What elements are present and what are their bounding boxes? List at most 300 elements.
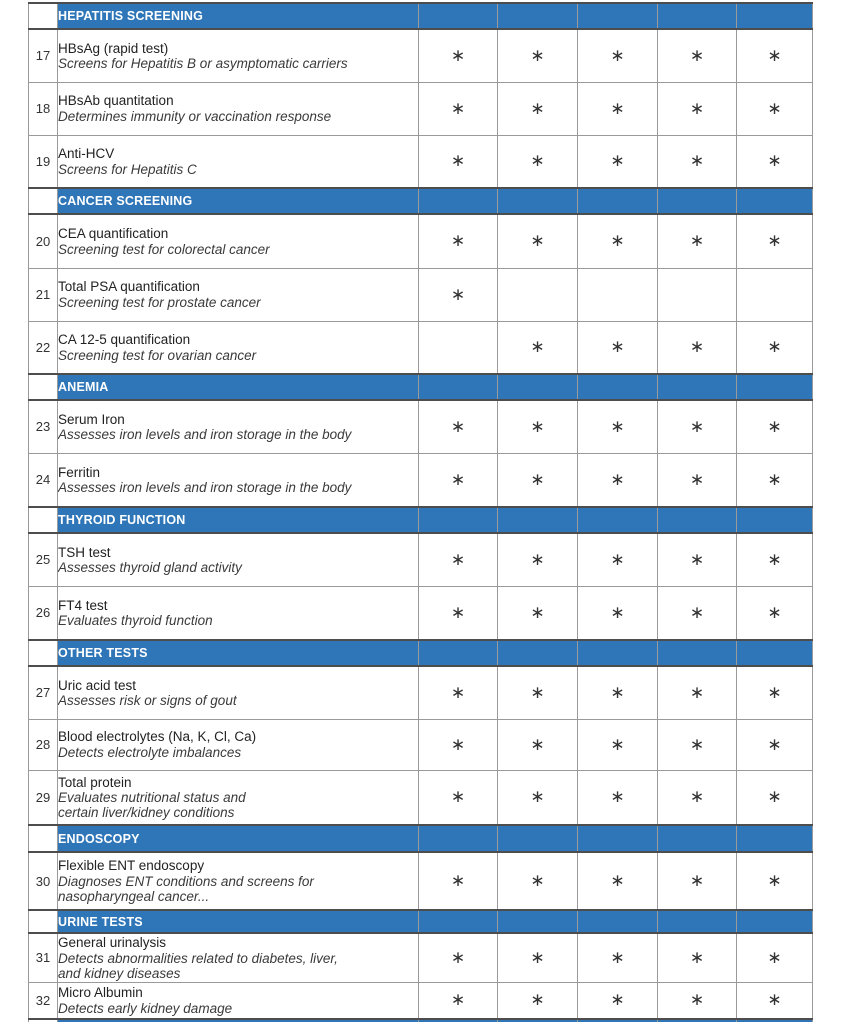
asterisk-icon: ∗	[530, 947, 545, 968]
section-mark-cell	[419, 825, 498, 852]
asterisk-icon: ∗	[767, 787, 782, 808]
section-mark-cell	[419, 1019, 498, 1022]
asterisk-icon: ∗	[530, 734, 545, 755]
section-header-label: ENDOSCOPY	[58, 825, 419, 852]
included-mark-cell	[419, 268, 498, 321]
included-mark-cell	[498, 982, 578, 1019]
test-name: Blood electrolytes (Na, K, Cl, Ca)	[58, 729, 257, 745]
included-mark-cell	[498, 29, 578, 82]
empty-mark-cell	[578, 268, 658, 321]
row-number: 26	[29, 586, 58, 640]
section-row-urine-tests	[29, 910, 813, 933]
section-mark-cell	[419, 910, 498, 933]
included-mark-cell	[578, 586, 658, 640]
included-mark-cell	[658, 719, 737, 770]
row-number: 17	[29, 29, 58, 82]
section-header-label: ANEMIA	[58, 374, 419, 400]
included-mark-cell	[737, 770, 813, 825]
asterisk-icon: ∗	[610, 231, 625, 252]
asterisk-icon: ∗	[610, 549, 625, 570]
asterisk-icon: ∗	[530, 151, 545, 172]
test-info-cell	[58, 666, 419, 719]
included-mark-cell	[578, 214, 658, 268]
empty-mark-cell	[737, 268, 813, 321]
test-info-cell	[58, 982, 419, 1019]
asterisk-icon: ∗	[610, 416, 625, 437]
asterisk-icon: ∗	[689, 337, 705, 358]
test-info-cell	[58, 82, 419, 135]
asterisk-icon: ∗	[689, 98, 705, 119]
section-mark-cell	[658, 507, 737, 533]
test-row-25	[29, 533, 813, 586]
asterisk-icon: ∗	[530, 231, 545, 252]
test-row-27	[29, 666, 813, 719]
asterisk-icon: ∗	[450, 602, 466, 623]
included-mark-cell	[498, 214, 578, 268]
test-info-cell	[58, 770, 419, 825]
asterisk-icon: ∗	[610, 469, 625, 490]
included-mark-cell	[658, 933, 737, 982]
included-mark-cell	[498, 933, 578, 982]
included-mark-cell	[419, 852, 498, 910]
asterisk-icon: ∗	[450, 734, 466, 755]
asterisk-icon: ∗	[450, 469, 466, 490]
empty-mark-cell	[658, 268, 737, 321]
section-mark-cell	[498, 188, 578, 214]
asterisk-icon: ∗	[767, 602, 782, 623]
section-mark-cell	[578, 825, 658, 852]
section-row-cancer-screening	[29, 188, 813, 214]
asterisk-icon: ∗	[530, 45, 545, 66]
included-mark-cell	[419, 214, 498, 268]
included-mark-cell	[578, 719, 658, 770]
test-info-cell	[58, 321, 419, 374]
asterisk-icon: ∗	[530, 469, 545, 490]
asterisk-icon: ∗	[689, 151, 705, 172]
included-mark-cell	[658, 852, 737, 910]
section-number-cell	[29, 640, 58, 666]
included-mark-cell	[658, 982, 737, 1019]
included-mark-cell	[578, 770, 658, 825]
empty-mark-cell	[498, 268, 578, 321]
asterisk-icon: ∗	[450, 45, 466, 66]
test-row-28	[29, 719, 813, 770]
test-description-line: certain liver/kidney conditions	[58, 805, 235, 820]
section-mark-cell	[578, 1019, 658, 1022]
asterisk-icon: ∗	[610, 602, 625, 623]
test-description-line: Screens for Hepatitis B or asymptomatic carriers	[58, 56, 348, 71]
included-mark-cell	[498, 82, 578, 135]
included-mark-cell	[498, 135, 578, 188]
included-mark-cell	[658, 770, 737, 825]
included-mark-cell	[578, 933, 658, 982]
included-mark-cell	[737, 586, 813, 640]
test-name: Total protein	[58, 774, 132, 790]
asterisk-icon: ∗	[530, 549, 545, 570]
section-mark-cell	[658, 1019, 737, 1022]
test-name: Ferritin	[58, 464, 101, 480]
included-mark-cell	[419, 933, 498, 982]
asterisk-icon: ∗	[767, 231, 782, 252]
section-mark-cell	[498, 825, 578, 852]
test-info-cell	[58, 453, 419, 507]
test-info-cell	[58, 586, 419, 640]
test-description-line: Screening test for ovarian cancer	[58, 347, 257, 363]
asterisk-icon: ∗	[610, 787, 625, 808]
section-number-cell	[29, 825, 58, 852]
asterisk-icon: ∗	[689, 871, 705, 891]
row-number: 24	[29, 453, 58, 507]
test-info-cell	[58, 135, 419, 188]
table-body	[29, 3, 813, 1022]
test-description-line: Assesses iron levels and iron storage in the body	[58, 480, 352, 495]
section-mark-cell	[658, 910, 737, 933]
section-mark-cell	[737, 910, 813, 933]
test-info-cell	[58, 400, 419, 453]
included-mark-cell	[498, 852, 578, 910]
included-mark-cell	[419, 770, 498, 825]
row-number: 20	[29, 214, 58, 268]
section-row-endoscopy	[29, 825, 813, 852]
test-row-24	[29, 453, 813, 507]
section-header-label: CANCER SCREENING	[58, 188, 419, 214]
asterisk-icon: ∗	[530, 337, 545, 358]
included-mark-cell	[737, 982, 813, 1019]
section-number-cell	[29, 910, 58, 933]
asterisk-icon: ∗	[450, 231, 466, 252]
included-mark-cell	[498, 666, 578, 719]
included-mark-cell	[658, 29, 737, 82]
asterisk-icon: ∗	[767, 337, 782, 358]
included-mark-cell	[737, 852, 813, 910]
test-description-line: Assesses risk or signs of gout	[58, 693, 237, 708]
section-header-label: OTHER TESTS	[58, 640, 419, 666]
asterisk-icon: ∗	[767, 947, 782, 968]
included-mark-cell	[578, 666, 658, 719]
asterisk-icon: ∗	[450, 682, 466, 703]
test-row-18	[29, 82, 813, 135]
asterisk-icon: ∗	[689, 231, 705, 252]
test-info-cell	[58, 933, 419, 982]
section-number-cell	[29, 3, 58, 29]
section-mark-cell	[658, 188, 737, 214]
asterisk-icon: ∗	[450, 549, 466, 570]
included-mark-cell	[498, 321, 578, 374]
included-mark-cell	[658, 135, 737, 188]
section-mark-cell	[419, 3, 498, 29]
included-mark-cell	[578, 400, 658, 453]
row-number: 25	[29, 533, 58, 586]
included-mark-cell	[578, 29, 658, 82]
test-description-line: Screening test for colorectal cancer	[58, 241, 270, 257]
asterisk-icon: ∗	[610, 151, 625, 172]
asterisk-icon: ∗	[530, 871, 545, 891]
test-row-30	[29, 852, 813, 910]
test-name: FT4 test	[58, 597, 108, 613]
test-name: CA 12-5 quantification	[58, 332, 191, 347]
asterisk-icon: ∗	[450, 151, 466, 172]
included-mark-cell	[737, 135, 813, 188]
test-row-22	[29, 321, 813, 374]
test-info-cell	[58, 533, 419, 586]
section-mark-cell	[498, 374, 578, 400]
asterisk-icon: ∗	[450, 947, 466, 968]
test-description-line: Assesses thyroid gland activity	[58, 560, 242, 575]
included-mark-cell	[658, 586, 737, 640]
test-row-23	[29, 400, 813, 453]
included-mark-cell	[419, 586, 498, 640]
section-mark-cell	[578, 3, 658, 29]
asterisk-icon: ∗	[767, 469, 782, 490]
section-row-hepatitis-screening	[29, 3, 813, 29]
test-description-line: Screening test for prostate cancer	[58, 294, 261, 310]
empty-mark-cell	[419, 321, 498, 374]
row-number: 21	[29, 268, 58, 321]
section-row-anemia	[29, 374, 813, 400]
included-mark-cell	[737, 82, 813, 135]
section-mark-cell	[419, 188, 498, 214]
included-mark-cell	[498, 586, 578, 640]
section-number-cell	[29, 507, 58, 533]
asterisk-icon: ∗	[530, 602, 545, 623]
test-description-line: Screens for Hepatitis C	[58, 161, 197, 177]
included-mark-cell	[737, 933, 813, 982]
included-mark-cell	[498, 453, 578, 507]
test-name: Serum Iron	[58, 411, 125, 427]
section-mark-cell	[498, 910, 578, 933]
asterisk-icon: ∗	[689, 416, 705, 437]
section-mark-cell	[578, 188, 658, 214]
test-row-32	[29, 982, 813, 1019]
section-mark-cell	[578, 640, 658, 666]
test-description-line: nasopharyngeal cancer...	[58, 888, 210, 904]
included-mark-cell	[419, 719, 498, 770]
section-mark-cell	[737, 374, 813, 400]
included-mark-cell	[737, 666, 813, 719]
asterisk-icon: ∗	[610, 990, 625, 1011]
included-mark-cell	[658, 214, 737, 268]
test-row-17	[29, 29, 813, 82]
test-name: Total PSA quantification	[58, 279, 200, 295]
included-mark-cell	[498, 400, 578, 453]
screening-table	[28, 2, 813, 1022]
section-mark-cell	[498, 3, 578, 29]
included-mark-cell	[737, 321, 813, 374]
asterisk-icon: ∗	[767, 98, 782, 119]
included-mark-cell	[578, 453, 658, 507]
section-mark-cell	[498, 640, 578, 666]
test-name: Anti-HCV	[58, 146, 115, 161]
included-mark-cell	[578, 135, 658, 188]
section-row-thyroid-function	[29, 507, 813, 533]
included-mark-cell	[419, 29, 498, 82]
test-name: HBsAb quantitation	[58, 93, 174, 109]
asterisk-icon: ∗	[610, 682, 625, 703]
section-mark-cell	[419, 640, 498, 666]
asterisk-icon: ∗	[610, 337, 625, 358]
asterisk-icon: ∗	[689, 734, 705, 755]
test-description-line: Detects electrolyte imbalances	[58, 744, 242, 760]
section-mark-cell	[737, 507, 813, 533]
included-mark-cell	[578, 82, 658, 135]
included-mark-cell	[419, 533, 498, 586]
asterisk-icon: ∗	[450, 990, 466, 1011]
test-row-31	[29, 933, 813, 982]
included-mark-cell	[737, 533, 813, 586]
row-number: 18	[29, 82, 58, 135]
test-description-line: Evaluates nutritional status and	[58, 790, 246, 805]
row-number: 29	[29, 770, 58, 825]
asterisk-icon: ∗	[689, 549, 705, 570]
test-info-cell	[58, 852, 419, 910]
asterisk-icon: ∗	[767, 734, 782, 755]
asterisk-icon: ∗	[689, 469, 705, 490]
test-description-line: Assesses iron levels and iron storage in the body	[58, 427, 352, 442]
test-description-line: Determines immunity or vaccination response	[58, 108, 332, 124]
section-header-label: THYROID FUNCTION	[58, 507, 419, 533]
asterisk-icon: ∗	[689, 990, 705, 1011]
asterisk-icon: ∗	[450, 416, 466, 437]
test-description-line: Detects abnormalities related to diabetes, liver,	[58, 950, 338, 966]
section-mark-cell	[737, 1019, 813, 1022]
test-info-cell	[58, 214, 419, 268]
asterisk-icon: ∗	[610, 98, 625, 119]
test-info-cell	[58, 719, 419, 770]
asterisk-icon: ∗	[450, 98, 466, 119]
asterisk-icon: ∗	[610, 871, 625, 891]
asterisk-icon: ∗	[610, 947, 625, 968]
section-header-label: URINE TESTS	[58, 910, 419, 933]
section-mark-cell	[737, 3, 813, 29]
test-description-line: and kidney diseases	[58, 965, 181, 981]
asterisk-icon: ∗	[767, 416, 782, 437]
section-header-label	[58, 1019, 419, 1022]
included-mark-cell	[419, 135, 498, 188]
section-mark-cell	[498, 507, 578, 533]
asterisk-icon: ∗	[689, 787, 705, 808]
included-mark-cell	[658, 321, 737, 374]
test-row-26	[29, 586, 813, 640]
test-info-cell	[58, 268, 419, 321]
section-mark-cell	[578, 910, 658, 933]
row-number: 27	[29, 666, 58, 719]
included-mark-cell	[658, 533, 737, 586]
included-mark-cell	[658, 400, 737, 453]
asterisk-icon: ∗	[530, 787, 545, 808]
included-mark-cell	[498, 533, 578, 586]
test-row-21	[29, 268, 813, 321]
row-number: 23	[29, 400, 58, 453]
section-mark-cell	[578, 507, 658, 533]
asterisk-icon: ∗	[689, 602, 705, 623]
included-mark-cell	[498, 719, 578, 770]
row-number: 32	[29, 982, 58, 1019]
asterisk-icon: ∗	[767, 151, 782, 172]
asterisk-icon: ∗	[767, 871, 782, 891]
section-mark-cell	[498, 1019, 578, 1022]
section-mark-cell	[658, 3, 737, 29]
section-header-label: HEPATITIS SCREENING	[58, 3, 419, 29]
section-number-cell	[29, 374, 58, 400]
section-row-other-tests	[29, 640, 813, 666]
included-mark-cell	[578, 982, 658, 1019]
asterisk-icon: ∗	[530, 416, 545, 437]
included-mark-cell	[658, 453, 737, 507]
asterisk-icon: ∗	[689, 682, 705, 703]
included-mark-cell	[737, 453, 813, 507]
included-mark-cell	[737, 29, 813, 82]
test-name: HBsAg (rapid test)	[58, 40, 169, 56]
test-info-cell	[58, 29, 419, 82]
test-row-19	[29, 135, 813, 188]
asterisk-icon: ∗	[767, 682, 782, 703]
section-mark-cell	[737, 188, 813, 214]
section-mark-cell	[658, 374, 737, 400]
test-name: CEA quantification	[58, 226, 169, 241]
asterisk-icon: ∗	[530, 682, 545, 703]
asterisk-icon: ∗	[689, 45, 705, 66]
section-mark-cell	[658, 640, 737, 666]
row-number: 28	[29, 719, 58, 770]
test-name: Micro Albumin	[58, 985, 143, 1000]
section-row-blank	[29, 1019, 813, 1022]
section-mark-cell	[737, 825, 813, 852]
included-mark-cell	[419, 82, 498, 135]
section-mark-cell	[578, 374, 658, 400]
asterisk-icon: ∗	[610, 734, 625, 755]
asterisk-icon: ∗	[450, 787, 466, 808]
row-number: 22	[29, 321, 58, 374]
section-number-cell	[29, 1019, 58, 1022]
included-mark-cell	[419, 453, 498, 507]
asterisk-icon: ∗	[767, 990, 782, 1011]
included-mark-cell	[658, 82, 737, 135]
row-number: 30	[29, 852, 58, 910]
test-name: TSH test	[58, 544, 111, 560]
asterisk-icon: ∗	[450, 284, 466, 305]
test-name: General urinalysis	[58, 935, 167, 950]
section-mark-cell	[737, 640, 813, 666]
test-description-line: Evaluates thyroid function	[58, 613, 213, 628]
test-row-29	[29, 770, 813, 825]
section-number-cell	[29, 188, 58, 214]
asterisk-icon: ∗	[530, 98, 545, 119]
included-mark-cell	[737, 400, 813, 453]
test-name: Uric acid test	[58, 677, 137, 693]
section-mark-cell	[658, 825, 737, 852]
included-mark-cell	[578, 321, 658, 374]
section-mark-cell	[419, 507, 498, 533]
asterisk-icon: ∗	[689, 947, 705, 968]
included-mark-cell	[737, 719, 813, 770]
included-mark-cell	[578, 533, 658, 586]
row-number: 19	[29, 135, 58, 188]
included-mark-cell	[578, 852, 658, 910]
test-row-20	[29, 214, 813, 268]
asterisk-icon: ∗	[450, 871, 466, 891]
row-number: 31	[29, 933, 58, 982]
included-mark-cell	[419, 982, 498, 1019]
included-mark-cell	[419, 666, 498, 719]
included-mark-cell	[498, 770, 578, 825]
test-description-line: Detects early kidney damage	[58, 1000, 233, 1016]
included-mark-cell	[658, 666, 737, 719]
test-name: Flexible ENT endoscopy	[58, 858, 205, 874]
asterisk-icon: ∗	[610, 45, 625, 66]
asterisk-icon: ∗	[767, 45, 782, 66]
section-mark-cell	[419, 374, 498, 400]
included-mark-cell	[419, 400, 498, 453]
